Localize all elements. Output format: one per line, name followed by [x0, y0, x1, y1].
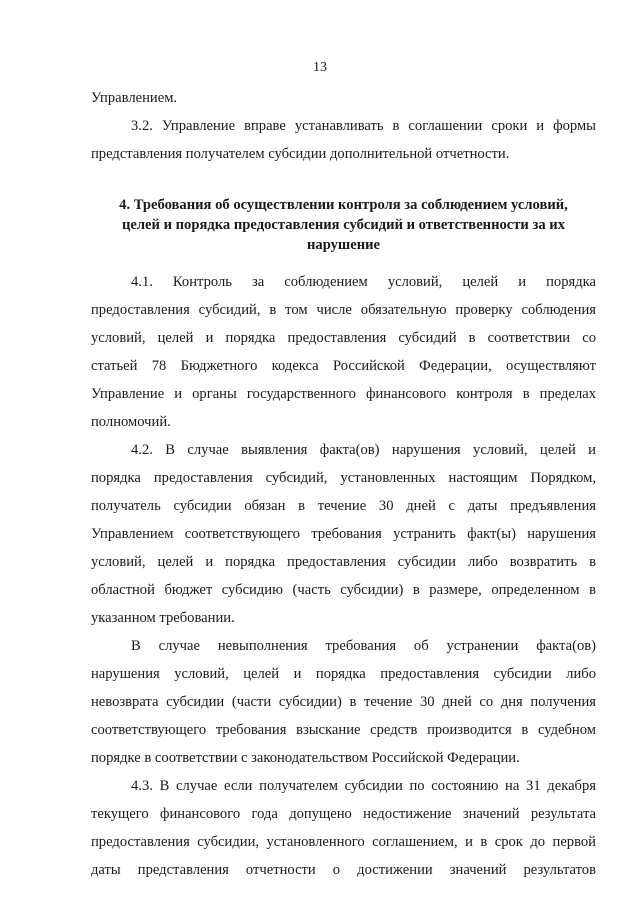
text-line: В случае невыполнения требования об устранении факта(ов) [131, 638, 596, 654]
text-line: 4.1. Контроль за соблюдением условий, целей и порядка [131, 274, 596, 290]
heading-line: 4. Требования об осуществлении контроля за соблюдением условий, [119, 197, 568, 213]
text-line: порядке в соответствии с законодательством Российской Федерации. [91, 750, 520, 766]
section-body [91, 274, 596, 890]
heading-line: целей и порядка предоставления субсидий и ответственности за их [121, 217, 565, 233]
intro-paragraphs [91, 90, 596, 174]
text-line: представления получателем субсидии дополнительной отчетности. [91, 146, 510, 162]
text-line: текущего финансового года допущено недостижение значений результата [91, 806, 596, 822]
text-line: порядка предоставления субсидий, установленных настоящим Порядком, [91, 470, 596, 486]
text-line: условий, целей и порядка предоставления субсидий в соответствии со [91, 330, 596, 346]
heading-line: нарушение [306, 237, 381, 253]
section-heading [91, 197, 596, 257]
text-line: нарушения условий, целей и порядка предоставления субсидии либо [91, 666, 596, 682]
text-line: 4.3. В случае если получателем субсидии по состоянию на 31 декабря [131, 778, 596, 794]
text-line: невозврата субсидии (части субсидии) в течение 30 дней со дня получения [91, 694, 596, 710]
text-line: Управление и органы государственного финансового контроля в пределах [91, 386, 596, 402]
text-line: получатель субсидии обязан в течение 30 дней с даты предъявления [91, 498, 596, 514]
text-line: полномочий. [91, 414, 171, 430]
text-line: условий, целей и порядка предоставления субсидии либо возвратить в [91, 554, 596, 570]
text-line: областной бюджет субсидию (часть субсидии) в размере, определенном в [91, 582, 596, 598]
text-line: статьей 78 Бюджетного кодекса Российской Федерации, осуществляют [91, 358, 596, 374]
text-line: предоставления субсидий, в том числе обязательную проверку соблюдения [91, 302, 596, 318]
text-line: 3.2. Управление вправе устанавливать в соглашении сроки и формы [131, 118, 596, 134]
text-line: указанном требовании. [91, 610, 235, 626]
text-line: даты представления отчетности о достижении значений результатов [91, 862, 596, 878]
text-line: Управлением соответствующего требования устранить факт(ы) нарушения [91, 526, 596, 542]
text-line: предоставления субсидии, установленного соглашением, и в срок до первой [91, 834, 596, 850]
page-number: 13 [313, 60, 327, 75]
text-line: Управлением. [91, 90, 178, 106]
text-line: 4.2. В случае выявления факта(ов) нарушения условий, целей и [131, 442, 596, 458]
text-line: соответствующего требования взыскание средств производится в судебном [91, 722, 596, 738]
